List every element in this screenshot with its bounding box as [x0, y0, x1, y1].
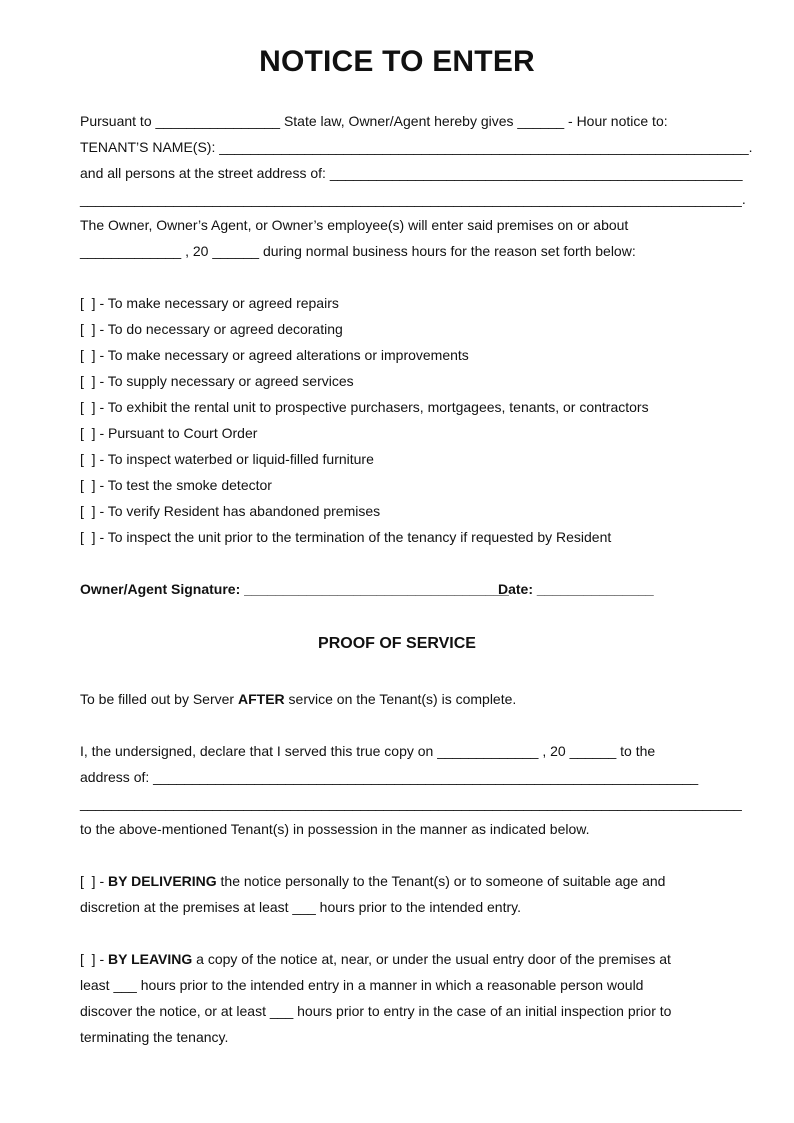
- proof-intro-text: To be filled out by Server: [80, 691, 238, 707]
- leaving-option-line-4: terminating the tenancy.: [80, 1029, 229, 1045]
- leaving-option-line-2: least ___ hours prior to the intended entry in a manner in which a reasonable person would: [80, 977, 644, 993]
- signature-date-line: Date: _______________: [498, 581, 654, 597]
- declaration-line-4: to the above-mentioned Tenant(s) in possession in the manner as indicated below.: [80, 821, 590, 837]
- delivering-text: the notice personally to the Tenant(s) or to someone of suitable age and: [216, 873, 666, 889]
- declaration-line-2: address of: ______________________________________________________________________: [80, 769, 699, 785]
- address-continuation-line: _____________________________________________________________________________________.: [80, 191, 746, 207]
- reason-item[interactable]: [ ] - To test the smoke detector: [80, 477, 272, 493]
- delivering-heading: BY DELIVERING: [108, 873, 217, 889]
- delivering-checkbox[interactable]: [ ] -: [80, 873, 108, 889]
- owner-signature-line: Owner/Agent Signature: __________________________________: [80, 581, 509, 597]
- address-line: and all persons at the street address of: _____________________________________________________: [80, 165, 743, 181]
- leaving-checkbox[interactable]: [ ] -: [80, 951, 108, 967]
- document-title: NOTICE TO ENTER: [259, 45, 535, 78]
- entry-statement-line-1: The Owner, Owner’s Agent, or Owner’s employee(s) will enter said premises on or about: [80, 217, 629, 233]
- leaving-option-line-1[interactable]: [80, 950, 671, 968]
- proof-of-service-title: PROOF OF SERVICE: [318, 635, 476, 652]
- leaving-option-line-3: discover the notice, or at least ___ hours prior to entry in the case of an initial inspection prior to: [80, 1003, 672, 1019]
- declaration-line-3: _____________________________________________________________________________________: [80, 795, 742, 811]
- delivering-option-line-1[interactable]: [80, 872, 665, 890]
- reason-item[interactable]: [ ] - To supply necessary or agreed services: [80, 373, 354, 389]
- leaving-heading: BY LEAVING: [108, 951, 193, 967]
- proof-intro-line: [80, 690, 516, 708]
- tenant-names-line: TENANT’S NAME(S): ____________________________________________________________________.: [80, 139, 753, 155]
- reason-item[interactable]: [ ] - To verify Resident has abandoned premises: [80, 503, 381, 519]
- delivering-option-line-2: discretion at the premises at least ___ hours prior to the intended entry.: [80, 899, 521, 915]
- reason-item[interactable]: [ ] - To inspect the unit prior to the termination of the tenancy if requested by Resident: [80, 529, 612, 545]
- reason-item[interactable]: [ ] - To do necessary or agreed decorating: [80, 321, 343, 337]
- reason-item[interactable]: [ ] - To exhibit the rental unit to prospective purchasers, mortgagees, tenants, or contractors: [80, 399, 649, 415]
- proof-intro-emphasis: AFTER: [237, 691, 285, 707]
- reason-item[interactable]: [ ] - To make necessary or agreed repairs: [80, 295, 339, 311]
- reason-item[interactable]: [ ] - Pursuant to Court Order: [80, 425, 258, 441]
- leaving-text: a copy of the notice at, near, or under the usual entry door of the premises at: [192, 951, 671, 967]
- proof-intro-text-end: service on the Tenant(s) is complete.: [284, 691, 517, 707]
- reason-item[interactable]: [ ] - To inspect waterbed or liquid-filled furniture: [80, 451, 374, 467]
- pursuant-line: Pursuant to ________________ State law, Owner/Agent hereby gives ______ - Hour notice to:: [80, 113, 668, 129]
- declaration-line-1: I, the undersigned, declare that I served this true copy on _____________ , 20 ______ to the: [80, 743, 656, 759]
- entry-statement-line-2: _____________ , 20 ______ during normal business hours for the reason set forth below:: [80, 243, 636, 259]
- reason-item[interactable]: [ ] - To make necessary or agreed alterations or improvements: [80, 347, 469, 363]
